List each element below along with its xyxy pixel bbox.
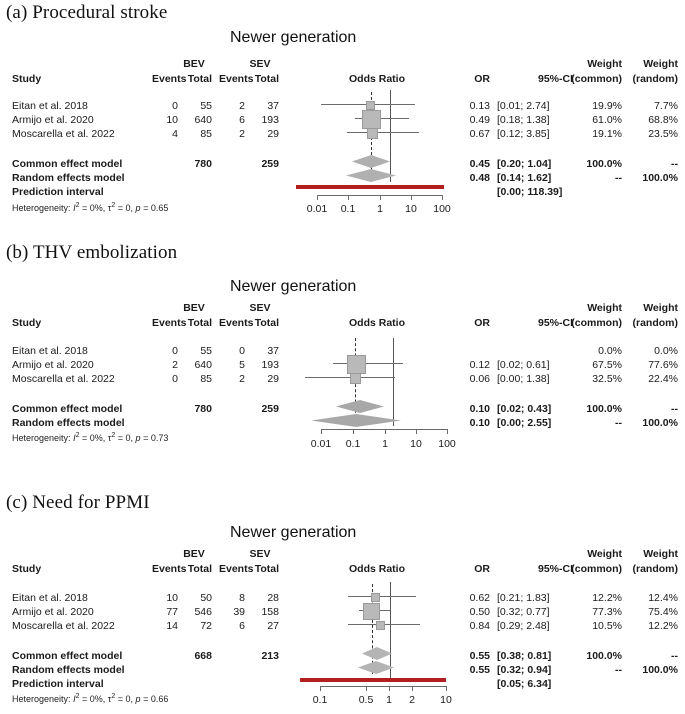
common-effect-sev-total: 259 <box>261 158 279 170</box>
cell-sev-events: 6 <box>239 620 245 632</box>
cell-bev-total: 55 <box>200 345 212 357</box>
heterogeneity-prefix: Heterogeneity: <box>12 694 71 704</box>
axis-tick-label: 100 <box>438 438 456 450</box>
axis-tick <box>446 686 447 691</box>
cell-bev-events: 0 <box>172 373 178 385</box>
table-row-study: Armijo et al. 2020 <box>12 114 94 126</box>
random-effects-weight-random: 100.0% <box>642 417 678 429</box>
common-effect-weight-random: -- <box>671 650 678 662</box>
header-sev-events: Events <box>219 73 254 85</box>
i-squared-value: = 0%, <box>82 694 106 704</box>
axis-tick <box>385 429 386 434</box>
random-effects-weight-common: -- <box>615 172 622 184</box>
axis-tick <box>353 429 354 434</box>
cell-sev-events: 2 <box>239 100 245 112</box>
cell-sev-total: 158 <box>261 606 279 618</box>
cell-bev-events: 77 <box>166 606 178 618</box>
heterogeneity-prefix: Heterogeneity: <box>12 433 71 443</box>
common-effect-weight-random: -- <box>671 158 678 170</box>
axis-tick-label: 2 <box>409 694 415 706</box>
header-bev-events: Events <box>152 317 187 329</box>
header-odds-ratio: Odds Ratio <box>348 563 405 575</box>
cell-weight-common: 10.5% <box>592 620 622 632</box>
common-effect-bev-total: 780 <box>194 403 212 415</box>
header-weight-common-top: Weight <box>587 58 622 70</box>
axis-tick <box>447 429 448 434</box>
axis-tick <box>416 429 417 434</box>
cell-or: 0.13 <box>469 100 490 112</box>
cell-bev-events: 10 <box>166 114 178 126</box>
cell-bev-total: 640 <box>194 359 212 371</box>
cell-weight-random: 22.4% <box>648 373 678 385</box>
table-row-study: Moscarella et al. 2022 <box>12 128 115 140</box>
common-effect-diamond <box>336 400 384 413</box>
header-sev-events: Events <box>219 317 254 329</box>
header-ci: 95%-CI <box>537 73 573 85</box>
common-effect-or: 0.10 <box>469 403 490 415</box>
random-effects-ci: [0.00; 2.55] <box>497 417 552 429</box>
forest-panel-a <box>0 0 685 240</box>
random-effects-diamond <box>346 169 396 182</box>
cell-sev-total: 37 <box>267 100 279 112</box>
header-sev-total: Total <box>254 317 279 329</box>
random-effects-label: Random effects model <box>12 664 125 676</box>
header-bev-total: Total <box>187 73 212 85</box>
header-or: OR <box>474 317 490 329</box>
table-row-study: Eitan et al. 2018 <box>12 345 88 357</box>
header-odds-ratio: Odds Ratio <box>348 317 405 329</box>
table-row-study: Eitan et al. 2018 <box>12 592 88 604</box>
header-bev: BEV <box>183 548 205 560</box>
i-squared-symbol: I <box>73 694 76 704</box>
table-row-study: Moscarella et al. 2022 <box>12 373 115 385</box>
header-sev: SEV <box>249 58 271 70</box>
axis-tick <box>320 686 321 691</box>
cell-bev-total: 85 <box>200 128 212 140</box>
axis-tick-label: 0.01 <box>306 203 328 215</box>
common-effect-weight-common: 100.0% <box>586 158 622 170</box>
panel-b-group-title: Newer generation <box>230 278 357 295</box>
axis-line <box>320 686 446 687</box>
axis-tick-label: 0.1 <box>340 203 356 215</box>
header-odds-ratio: Odds Ratio <box>348 73 405 85</box>
heterogeneity-text-c: Heterogeneity: $I^2 = 0\%$, $\tau^2 = 0$, p = 0.66 <box>12 693 169 704</box>
header-bev: BEV <box>183 302 205 314</box>
cell-ci: [0.18; 1.38] <box>497 114 550 126</box>
cell-or: 0.06 <box>469 373 490 385</box>
tau-symbol: τ <box>107 433 112 443</box>
tau-symbol: τ <box>107 203 112 213</box>
effect-marker-row-3 <box>376 621 385 630</box>
common-effect-diamond <box>362 647 392 660</box>
header-bev-total: Total <box>187 563 212 575</box>
cell-weight-random: 68.8% <box>648 114 678 126</box>
header-study: Study <box>12 317 42 329</box>
p-symbol: p <box>135 694 141 704</box>
i-squared-value: = 0%, <box>82 433 106 443</box>
prediction-interval-bar <box>296 185 444 189</box>
effect-marker-row-3 <box>350 373 361 384</box>
random-effects-weight-random: 100.0% <box>642 172 678 184</box>
ci-line-row-1 <box>348 596 416 597</box>
header-sev: SEV <box>249 548 271 560</box>
common-effect-sev-total: 213 <box>261 650 279 662</box>
cell-bev-events: 4 <box>172 128 178 140</box>
common-effect-label: Common effect model <box>12 650 123 662</box>
header-bev-events: Events <box>152 563 187 575</box>
cell-bev-events: 10 <box>166 592 178 604</box>
axis-tick <box>348 195 349 200</box>
cell-weight-common: 32.5% <box>592 373 622 385</box>
header-bev: BEV <box>183 58 205 70</box>
cell-ci: [0.32; 0.77] <box>497 606 550 618</box>
cell-or: 0.49 <box>469 114 490 126</box>
common-effect-or: 0.45 <box>469 158 490 170</box>
prediction-interval-label: Prediction interval <box>12 678 104 690</box>
p-symbol: p <box>135 203 141 213</box>
header-sev-total: Total <box>254 563 279 575</box>
common-effect-label: Common effect model <box>12 403 123 415</box>
header-bev-events: Events <box>152 73 187 85</box>
axis-tick <box>411 195 412 200</box>
common-effect-bev-total: 780 <box>194 158 212 170</box>
axis-tick-label: 10 <box>405 203 417 215</box>
random-effects-weight-common: -- <box>615 664 622 676</box>
header-sev-events: Events <box>219 563 254 575</box>
cell-bev-events: 0 <box>172 100 178 112</box>
common-effect-sev-total: 259 <box>261 403 279 415</box>
cell-sev-total: 29 <box>267 128 279 140</box>
header-random-label: (random) <box>632 317 678 329</box>
table-row-study: Armijo et al. 2020 <box>12 606 94 618</box>
random-effects-ci: [0.32; 0.94] <box>497 664 552 676</box>
header-weight-random-top: Weight <box>643 548 678 560</box>
random-effects-ci: [0.14; 1.62] <box>497 172 552 184</box>
heterogeneity-text-a: Heterogeneity: $I^2 = 0\%$, $\tau^2 = 0$, p = 0.65 <box>12 202 169 213</box>
header-or: OR <box>474 73 490 85</box>
axis-tick <box>380 195 381 200</box>
effect-marker-row-1 <box>366 101 375 110</box>
cell-weight-random: 7.7% <box>654 100 678 112</box>
cell-weight-random: 23.5% <box>648 128 678 140</box>
header-weight-common-top: Weight <box>587 548 622 560</box>
table-row-study: Armijo et al. 2020 <box>12 359 94 371</box>
cell-sev-total: 37 <box>267 345 279 357</box>
cell-weight-random: 75.4% <box>648 606 678 618</box>
effect-marker-row-1 <box>371 593 380 602</box>
cell-sev-events: 6 <box>239 114 245 126</box>
axis-tick <box>321 429 322 434</box>
cell-sev-total: 29 <box>267 373 279 385</box>
cell-ci: [0.00; 1.38] <box>497 373 550 385</box>
axis-tick-label: 1 <box>377 203 383 215</box>
cell-sev-events: 0 <box>239 345 245 357</box>
common-effect-weight-common: 100.0% <box>586 650 622 662</box>
tau-value: = 0, <box>117 203 134 213</box>
cell-weight-common: 0.0% <box>598 345 622 357</box>
cell-sev-total: 193 <box>261 359 279 371</box>
header-random-label: (random) <box>632 73 678 85</box>
random-effects-or: 0.48 <box>469 172 490 184</box>
header-weight-random-top: Weight <box>643 58 678 70</box>
cell-or: 0.84 <box>469 620 490 632</box>
cell-ci: [0.29; 2.48] <box>497 620 550 632</box>
cell-weight-common: 77.3% <box>592 606 622 618</box>
axis-tick-label: 0.01 <box>310 438 332 450</box>
common-effect-diamond <box>352 155 390 168</box>
common-effect-weight-common: 100.0% <box>586 403 622 415</box>
panel-b-title: (b) THV embolization <box>6 242 178 263</box>
cell-bev-total: 72 <box>200 620 212 632</box>
header-sev-total: Total <box>254 73 279 85</box>
cell-sev-events: 39 <box>233 606 245 618</box>
axis-tick-label: 1 <box>382 438 388 450</box>
cell-sev-total: 193 <box>261 114 279 126</box>
axis-tick-label: 0.1 <box>345 438 361 450</box>
cell-ci: [0.12; 3.85] <box>497 128 550 140</box>
effect-marker-row-3 <box>367 128 378 139</box>
axis-tick <box>389 686 390 691</box>
header-study: Study <box>12 73 42 85</box>
header-weight-random-top: Weight <box>643 302 678 314</box>
forest-panel-c <box>0 490 685 714</box>
common-effect-or: 0.55 <box>469 650 490 662</box>
cell-sev-total: 28 <box>267 592 279 604</box>
ci-line-row-3 <box>347 132 419 133</box>
cell-or: 0.50 <box>469 606 490 618</box>
cell-bev-events: 14 <box>166 620 178 632</box>
tau-symbol: τ <box>107 694 112 704</box>
cell-or: 0.67 <box>469 128 490 140</box>
effect-marker-row-2 <box>362 110 381 129</box>
cell-bev-total: 50 <box>200 592 212 604</box>
cell-weight-common: 19.9% <box>592 100 622 112</box>
cell-bev-total: 546 <box>194 606 212 618</box>
prediction-interval-label: Prediction interval <box>12 186 104 198</box>
cell-ci: [0.02; 0.61] <box>497 359 550 371</box>
cell-or: 0.12 <box>469 359 490 371</box>
p-value: = 0.66 <box>143 694 169 704</box>
cell-sev-events: 2 <box>239 373 245 385</box>
i-squared-value: = 0%, <box>82 203 106 213</box>
common-effect-label: Common effect model <box>12 158 123 170</box>
cell-weight-random: 0.0% <box>654 345 678 357</box>
cell-weight-random: 12.4% <box>648 592 678 604</box>
axis-tick <box>317 195 318 200</box>
panel-a-title: (a) Procedural stroke <box>6 2 168 23</box>
axis-tick-label: 10 <box>440 694 452 706</box>
common-effect-weight-random: -- <box>671 403 678 415</box>
header-common-label: (common) <box>571 73 622 85</box>
heterogeneity-text-b: Heterogeneity: $I^2 = 0\%$, $\tau^2 = 0$, p = 0.73 <box>12 432 169 443</box>
p-symbol: p <box>135 433 141 443</box>
random-effects-diamond <box>311 414 401 427</box>
cell-weight-common: 61.0% <box>592 114 622 126</box>
cell-weight-random: 77.6% <box>648 359 678 371</box>
random-effects-label: Random effects model <box>12 172 125 184</box>
cell-weight-random: 12.2% <box>648 620 678 632</box>
header-sev: SEV <box>249 302 271 314</box>
cell-bev-total: 640 <box>194 114 212 126</box>
random-effects-or: 0.10 <box>469 417 490 429</box>
common-effect-ci: [0.02; 0.43] <box>497 403 552 415</box>
prediction-interval-ci: [0.00; 118.39] <box>497 186 563 198</box>
cell-ci: [0.01; 2.74] <box>497 100 550 112</box>
table-row-study: Eitan et al. 2018 <box>12 100 88 112</box>
effect-marker-row-2 <box>363 603 380 620</box>
cell-sev-events: 8 <box>239 592 245 604</box>
random-effects-weight-common: -- <box>615 417 622 429</box>
i-squared-symbol: I <box>73 433 76 443</box>
axis-tick-label: 100 <box>433 203 451 215</box>
random-effects-label: Random effects model <box>12 417 125 429</box>
cell-bev-total: 55 <box>200 100 212 112</box>
header-random-label: (random) <box>632 563 678 575</box>
tau-value: = 0, <box>117 433 134 443</box>
header-ci: 95%-CI <box>537 563 573 575</box>
cell-weight-common: 67.5% <box>592 359 622 371</box>
tau-value: = 0, <box>117 694 134 704</box>
forest-panel-b <box>0 240 685 490</box>
header-weight-common-top: Weight <box>587 302 622 314</box>
header-bev-total: Total <box>187 317 212 329</box>
panel-c-group-title: Newer generation <box>230 524 357 541</box>
cell-sev-events: 5 <box>239 359 245 371</box>
random-effects-or: 0.55 <box>469 664 490 676</box>
axis-tick <box>442 195 443 200</box>
panel-c-title: (c) Need for PPMI <box>6 492 150 513</box>
axis-tick-label: 10 <box>410 438 422 450</box>
header-or: OR <box>474 563 490 575</box>
axis-tick-label: 0.1 <box>312 694 328 706</box>
ci-line-row-2 <box>333 363 403 364</box>
i-squared-symbol: I <box>73 203 76 213</box>
cell-or: 0.62 <box>469 592 490 604</box>
cell-bev-events: 2 <box>172 359 178 371</box>
axis-tick <box>412 686 413 691</box>
effect-marker-row-2 <box>347 355 366 374</box>
random-effects-diamond <box>358 661 394 674</box>
null-effect-line <box>393 338 394 426</box>
prediction-interval-bar <box>300 678 446 682</box>
panel-a-group-title: Newer generation <box>230 29 357 46</box>
header-common-label: (common) <box>571 317 622 329</box>
header-ci: 95%-CI <box>537 317 573 329</box>
common-effect-ci: [0.20; 1.04] <box>497 158 552 170</box>
table-row-study: Moscarella et al. 2022 <box>12 620 115 632</box>
cell-weight-common: 19.1% <box>592 128 622 140</box>
axis-tick-label: 1 <box>386 694 392 706</box>
p-value: = 0.65 <box>143 203 169 213</box>
cell-ci: [0.21; 1.83] <box>497 592 550 604</box>
prediction-interval-ci: [0.05; 6.34] <box>497 678 552 690</box>
header-common-label: (common) <box>571 563 622 575</box>
cell-weight-common: 12.2% <box>592 592 622 604</box>
p-value: = 0.73 <box>143 433 169 443</box>
axis-tick <box>366 686 367 691</box>
random-effects-weight-random: 100.0% <box>642 664 678 676</box>
cell-bev-events: 0 <box>172 345 178 357</box>
cell-sev-total: 27 <box>267 620 279 632</box>
heterogeneity-prefix: Heterogeneity: <box>12 203 71 213</box>
axis-tick-label: 0.5 <box>358 694 374 706</box>
common-effect-bev-total: 668 <box>194 650 212 662</box>
common-effect-ci: [0.38; 0.81] <box>497 650 552 662</box>
cell-sev-events: 2 <box>239 128 245 140</box>
cell-bev-total: 85 <box>200 373 212 385</box>
header-study: Study <box>12 563 42 575</box>
